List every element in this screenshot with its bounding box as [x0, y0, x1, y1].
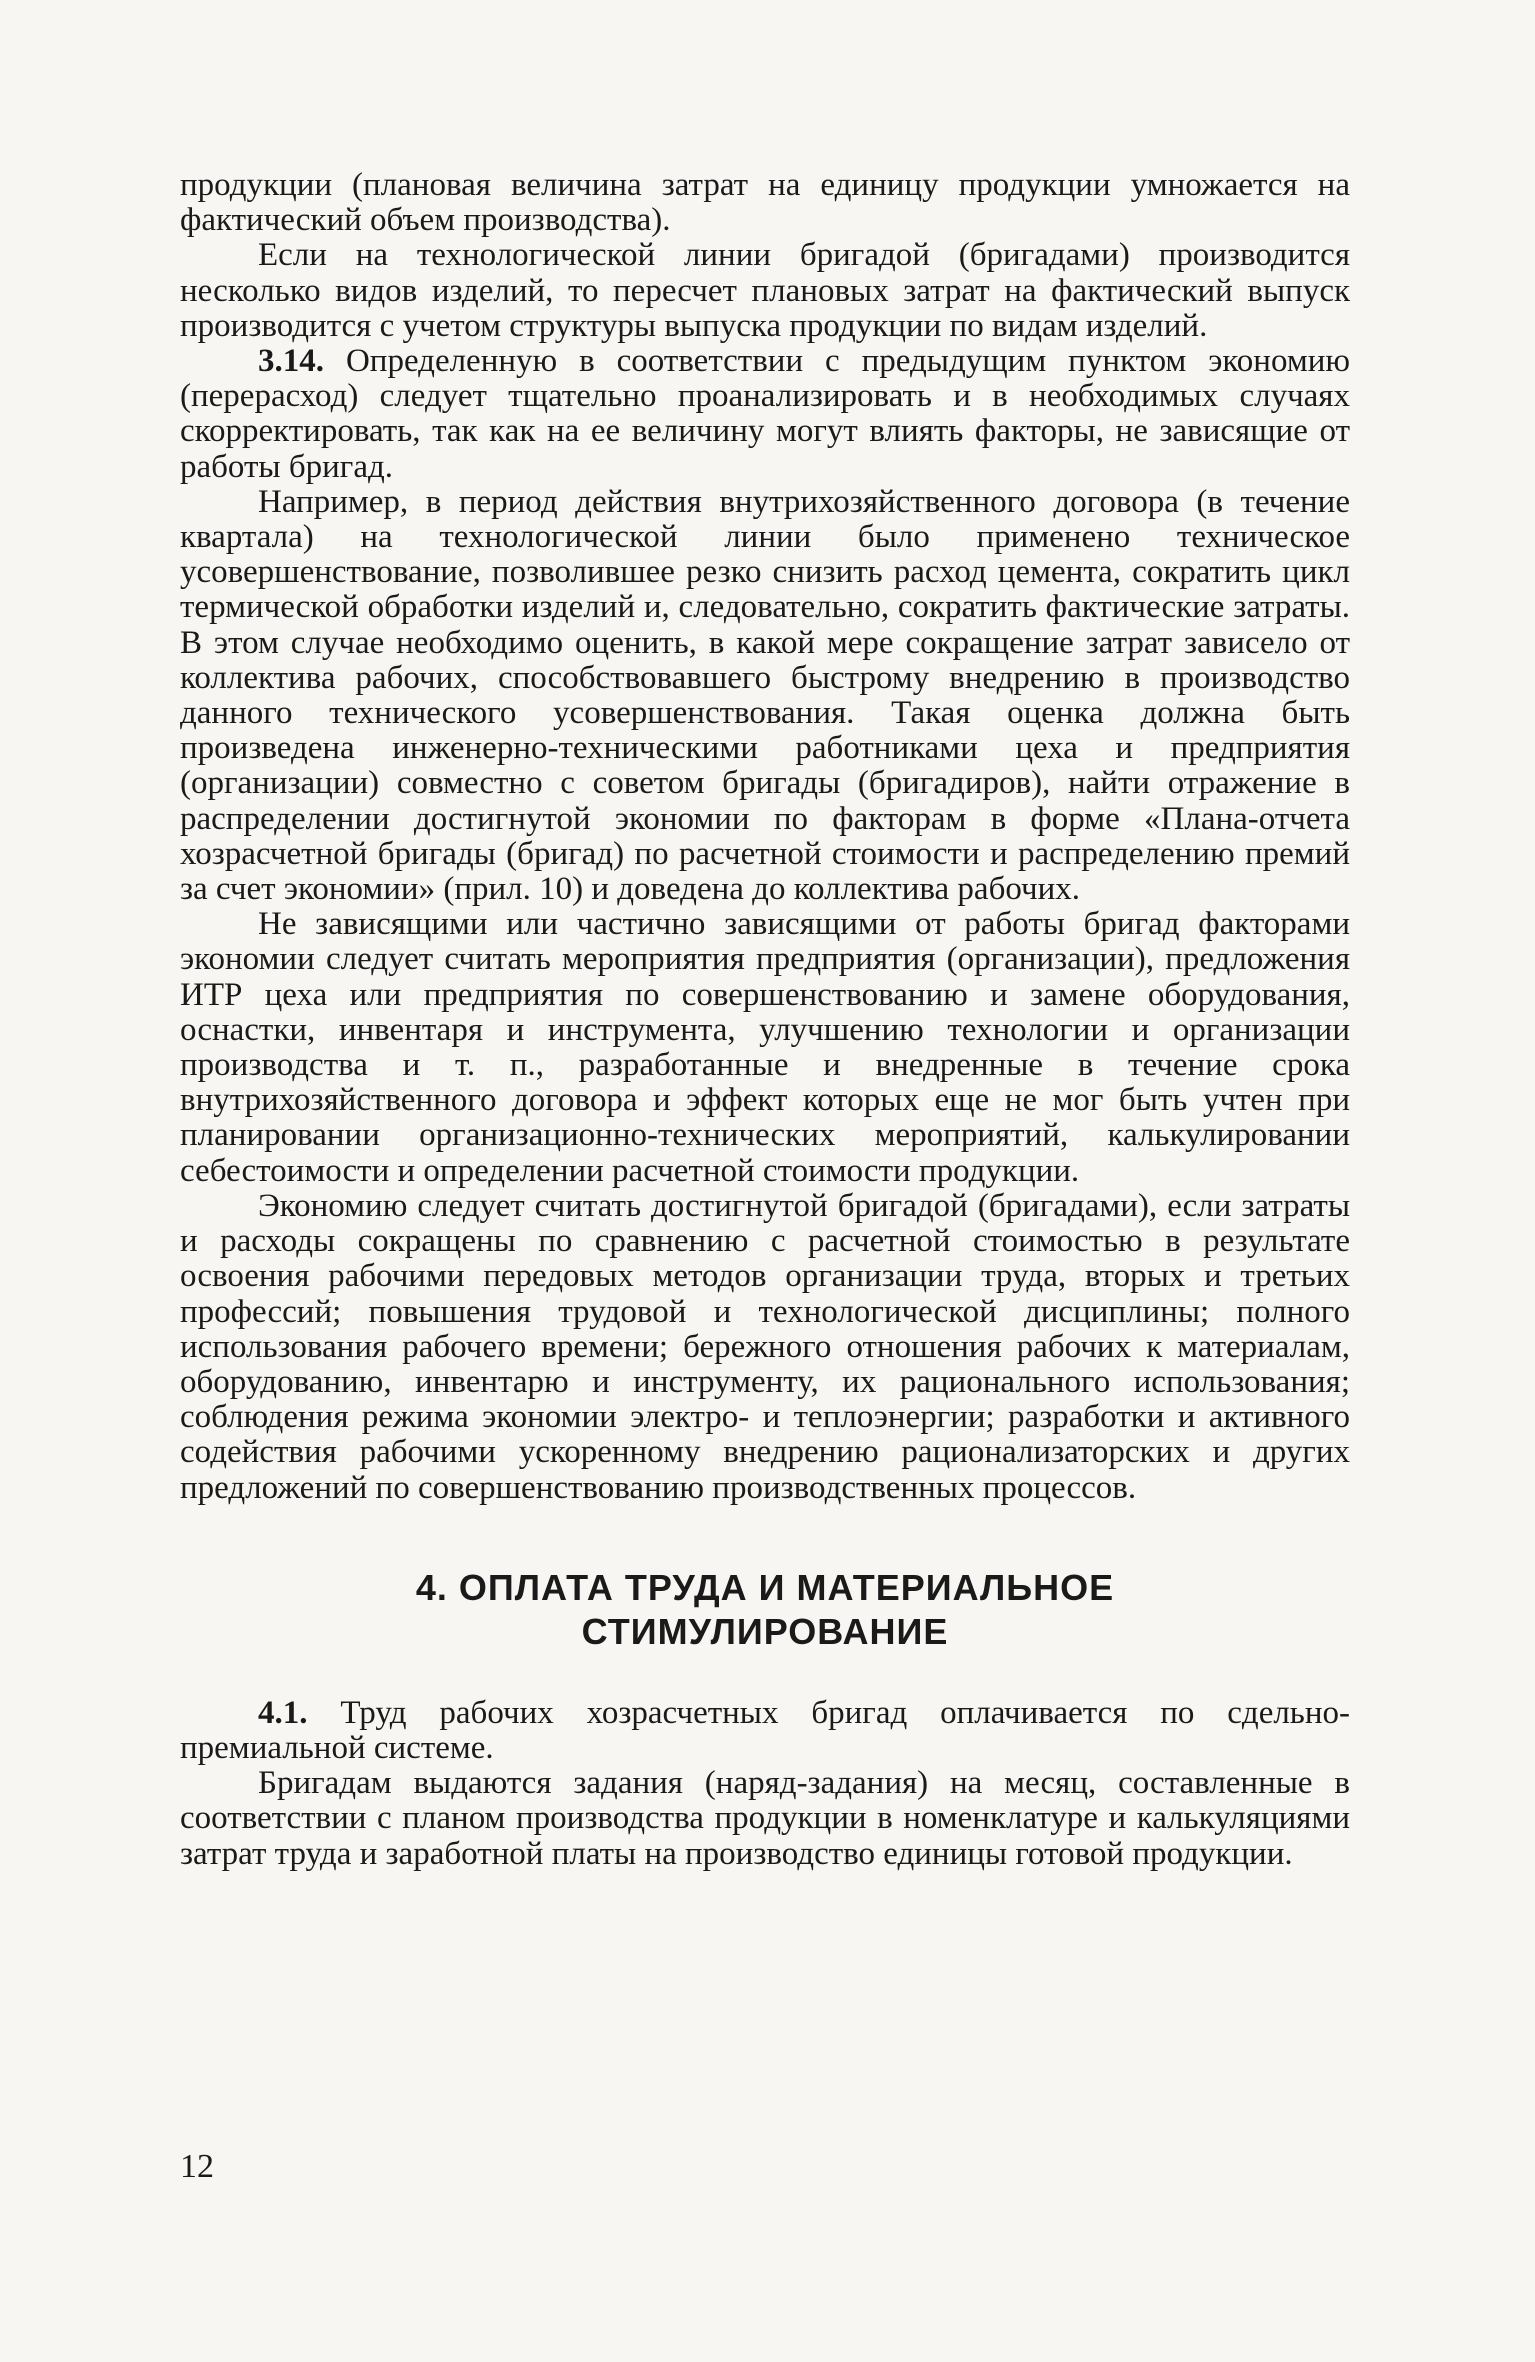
- page-body: [180, 168, 1350, 1872]
- paragraph-number: 4.1.: [258, 1694, 308, 1731]
- paragraph: Не зависящими или частично зависящими от работы бригад факторами экономии следует считать мероприятия предприятия (организации), предложения ИТР цеха или предприятия по совершенствованию и замене оборудования, оснастки, инвентаря и инструмента, улучшению технологии и организации производства и т. п., разработанные и внедренные в течение срока внутрихозяйственного договора и эффект которых еще не мог быть учтен при планировании организационно-технических мероприятий, калькулировании себестоимости и определении расчетной стоимости продукции.: [180, 906, 1350, 1189]
- paragraph-text: Труд рабочих хозрасчетных бригад оплачивается по сдельно-премиальной системе.: [180, 1694, 1351, 1766]
- paragraph: Бригадам выдаются задания (наряд-задания) на месяц, составленные в соответствии с планом производства продукции в номенклатуре и калькуляциями затрат труда и заработной платы на производство единицы готовой продукции.: [180, 1765, 1350, 1872]
- section-heading: [180, 1566, 1350, 1654]
- numbered-paragraph-3-14: [180, 344, 1350, 485]
- section-heading-line-2: СТИМУЛИРОВАНИЕ: [581, 1610, 949, 1652]
- numbered-paragraph-4-1: [180, 1696, 1350, 1766]
- paragraph-number: 3.14.: [258, 343, 324, 380]
- paragraph-continuation: продукции (плановая величина затрат на единицу продукции умножается на фактический объем производства).: [180, 167, 1350, 239]
- paragraph: Например, в период действия внутрихозяйственного договора (в течение квартала) на технологической линии было применено техническое усовершенствование, позволившее резко снизить расход цемента, сократить цикл термической обработки изделий и, следовательно, сократить фактические затраты. В этом случае необходимо оценить, в какой мере сокращение затрат зависело от коллектива рабочих, способствовавшего быстрому внедрению в производство данного технического усовершенствования. Такая оценка должна быть произведена инженерно-техническими работниками цеха и предприятия (организации) совместно с советом бригады (бригадиров), найти отражение в распределении достигнутой экономии по факторам в форме «Плана-отчета хозрасчетной бригады (бригад) по расчетной стоимости и распределению премий за счет экономии» (прил. 10) и доведена до коллектива рабочих.: [180, 483, 1350, 908]
- paragraph-text: Определенную в соответствии с предыдущим пунктом экономию (перерасход) следует тщательно проанализировать и в необходимых случаях скорректировать, так как на ее величину могут влиять факторы, не зависящие от работы бригад.: [180, 343, 1351, 485]
- page-number: 12: [180, 2148, 214, 2185]
- paragraph: Экономию следует считать достигнутой бригадой (бригадами), если затраты и расходы сокращены по сравнению с расчетной стоимостью в результате освоения рабочими передовых методов организации труда, вторых и третьих профессий; повышения трудовой и технологической дисциплины; полного использования рабочего времени; бережного отношения рабочих к материалам, оборудованию, инвентарю и инструменту, их рационального использования; соблюдения режима экономии электро- и теплоэнергии; разработки и активного содействия рабочими ускоренному внедрению рационализаторских и других предложений по совершенствованию производственных процессов.: [180, 1187, 1350, 1506]
- section-heading-line-1: 4. ОПЛАТА ТРУДА И МАТЕРИАЛЬНОЕ: [415, 1566, 1115, 1608]
- paragraph: Если на технологической линии бригадой (бригадами) производится несколько видов изделий, то пересчет плановых затрат на фактический выпуск производится с учетом структуры выпуска продукции по видам изделий.: [180, 237, 1350, 344]
